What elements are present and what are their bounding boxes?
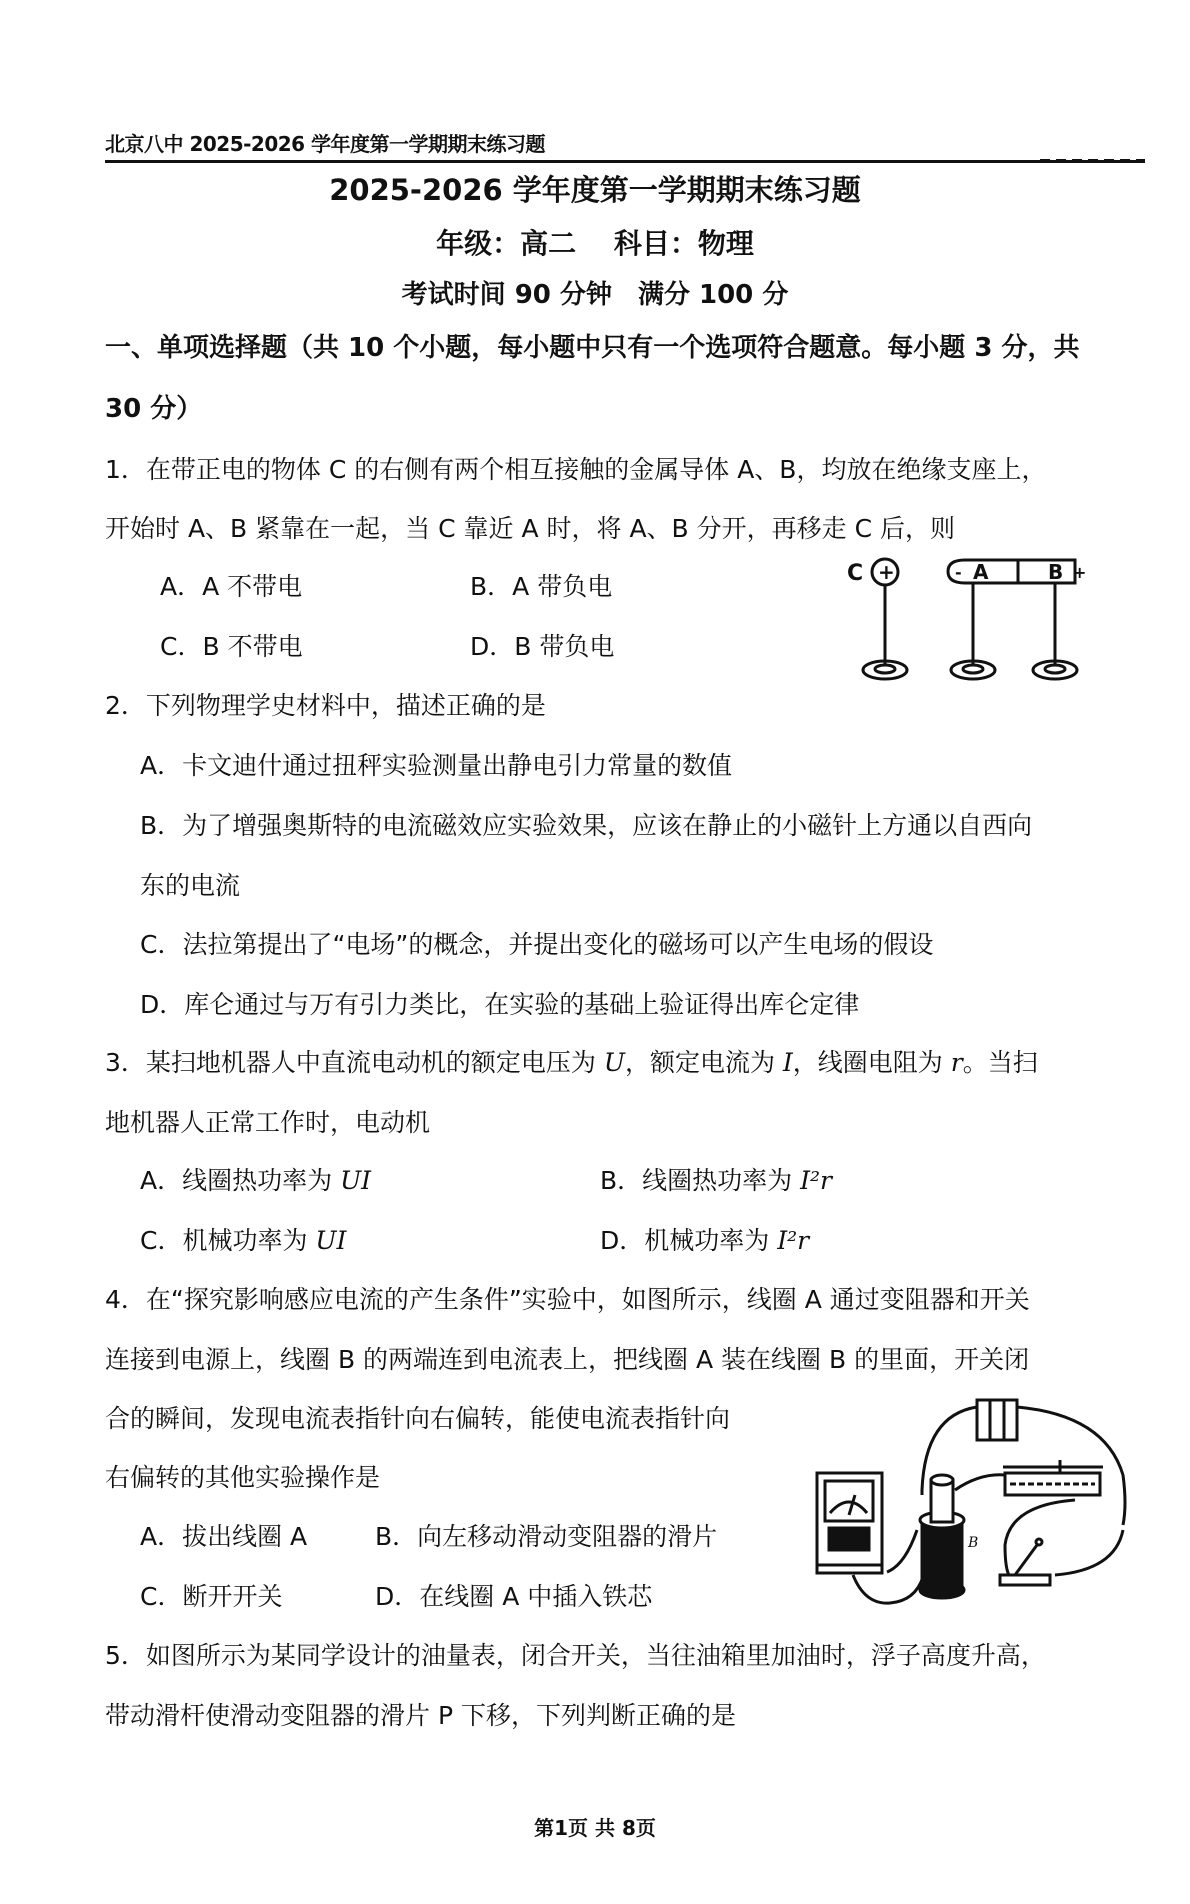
option-d[interactable] [600, 1221, 809, 1257]
symbol-r: r [950, 1048, 963, 1077]
question-stem: 地机器人正常工作时，电动机 [105, 1108, 431, 1137]
conductor-label-b: B [1048, 560, 1064, 584]
option-math: UI [315, 1226, 347, 1255]
option-c[interactable] [160, 627, 303, 663]
section-heading-cont: 30 分） [105, 394, 203, 424]
option-b[interactable] [140, 806, 1032, 842]
option-label: B． [470, 572, 513, 601]
question-stem: 带动滑杆使滑动变阻器的滑片 P 下移，下列判断正确的是 [105, 1701, 736, 1730]
option-text: 线圈热功率为 [182, 1166, 341, 1195]
option-c[interactable] [140, 1577, 282, 1613]
option-text: 为了增强奥斯特的电流磁效应实验效果，应该在静止的小磁针上方通以自西向 [182, 811, 1033, 840]
page-title: 2025-2026 学年度第一学期期末练习题 [329, 173, 861, 207]
conductor-label-a: A [973, 560, 989, 584]
plus-sign: + [878, 560, 895, 584]
option-text: 卡文迪什通过扭秤实验测量出静电引力常量的数值 [182, 751, 733, 780]
option-text: 向左移动滑动变阻器的滑片 [417, 1522, 718, 1551]
option-b[interactable] [375, 1517, 717, 1553]
option-a[interactable] [140, 1161, 371, 1197]
exam-info: 考试时间 90 分钟 满分 100 分 [401, 280, 789, 310]
option-text: 在线圈 A 中插入铁芯 [419, 1582, 653, 1611]
option-d[interactable] [140, 985, 859, 1021]
question-stem: 4．在“探究影响感应电流的产生条件”实验中，如图所示，线圈 A 通过变阻器和开关 [105, 1285, 1030, 1314]
option-label: C． [140, 1582, 183, 1611]
option-label: D． [140, 990, 185, 1019]
stem-text: ，线圈电阻为 [792, 1048, 951, 1077]
option-text: 机械功率为 [182, 1226, 316, 1255]
question-stem: 2．下列物理学史材料中，描述正确的是 [105, 691, 546, 720]
question-stem: 开始时 A、B 紧靠在一起，当 C 靠近 A 时，将 A、B 分开，再移走 C 后，则 [105, 514, 955, 543]
option-d[interactable] [375, 1577, 652, 1613]
option-text: 机械功率为 [644, 1226, 778, 1255]
running-head: 北京八中 2025-2026 学年度第一学期期末练习题 [105, 132, 546, 156]
option-label: C． [160, 632, 203, 661]
question-stem: 1．在带正电的物体 C 的右侧有两个相互接触的金属导体 A、B，均放在绝缘支座上， [105, 455, 1047, 484]
page-number: 第1页 共 8页 [534, 1816, 656, 1840]
option-b[interactable] [470, 567, 612, 603]
option-label: C． [140, 930, 183, 959]
induction-experiment-figure [805, 1395, 1165, 1630]
option-b[interactable] [600, 1161, 832, 1197]
option-label: B． [140, 811, 183, 840]
option-text: 法拉第提出了“电场”的概念，并提出变化的磁场可以产生电场的假设 [182, 930, 934, 959]
stem-text: 3．某扫地机器人中直流电动机的额定电压为 [105, 1048, 604, 1077]
header-rule [105, 160, 1145, 163]
option-label: D． [470, 632, 515, 661]
option-text: B 带负电 [514, 632, 615, 661]
grade-subject: 年级：高二 科目：物理 [436, 227, 754, 260]
question-stem: 右偏转的其他实验操作是 [105, 1463, 381, 1492]
option-a[interactable] [140, 746, 732, 782]
header-rule-dots [1040, 159, 1145, 163]
option-text: 库仑通过与万有引力类比，在实验的基础上验证得出库仑定律 [184, 990, 860, 1019]
option-label: B． [375, 1522, 418, 1551]
option-label: D． [600, 1226, 645, 1255]
option-label: A． [140, 1522, 183, 1551]
question-stem: 5．如图所示为某同学设计的油量表，闭合开关，当往油箱里加油时，浮子高度升高， [105, 1641, 1046, 1670]
option-text: 断开开关 [182, 1582, 283, 1611]
stem-text: 。当扫 [962, 1048, 1038, 1077]
option-label: A． [140, 1166, 183, 1195]
coil-label-b: B [968, 1535, 979, 1551]
option-math: I²r [777, 1226, 810, 1255]
option-d[interactable] [470, 627, 614, 663]
option-math: UI [340, 1166, 372, 1195]
option-text: B 不带电 [202, 632, 303, 661]
option-text: 线圈热功率为 [642, 1166, 801, 1195]
question-stem: 合的瞬间，发现电流表指针向右偏转，能使电流表指针向 [105, 1404, 731, 1433]
electrostatic-induction-figure [845, 548, 1125, 698]
minus-sign: - [955, 563, 962, 582]
option-math: I²r [800, 1166, 832, 1195]
sphere-label-c: C [847, 561, 864, 586]
option-c[interactable] [140, 1221, 346, 1257]
option-a[interactable] [160, 567, 302, 603]
section-heading: 一、单项选择题（共 10 个小题，每小题中只有一个选项符合题意。每小题 3 分，共 [105, 333, 1080, 363]
question-stem [105, 1043, 1038, 1079]
option-label: C． [140, 1226, 183, 1255]
option-a[interactable] [140, 1517, 307, 1553]
option-label: B． [600, 1166, 643, 1195]
option-c[interactable] [140, 925, 933, 961]
symbol-i: I [782, 1048, 793, 1077]
stem-text: ，额定电流为 [624, 1048, 783, 1077]
option-label: A． [140, 751, 183, 780]
option-text: 拔出线圈 A [182, 1522, 308, 1551]
option-text: A 不带电 [202, 572, 303, 601]
option-text: A 带负电 [512, 572, 613, 601]
symbol-u: U [603, 1048, 625, 1077]
question-stem: 连接到电源上，线圈 B 的两端连到电流表上，把线圈 A 装在线圈 B 的里面，开关闭 [105, 1345, 1030, 1374]
option-b-continuation: 东的电流 [140, 871, 241, 900]
plus-sign-b: + [1073, 563, 1087, 582]
option-label: D． [375, 1582, 420, 1611]
option-label: A． [160, 572, 203, 601]
